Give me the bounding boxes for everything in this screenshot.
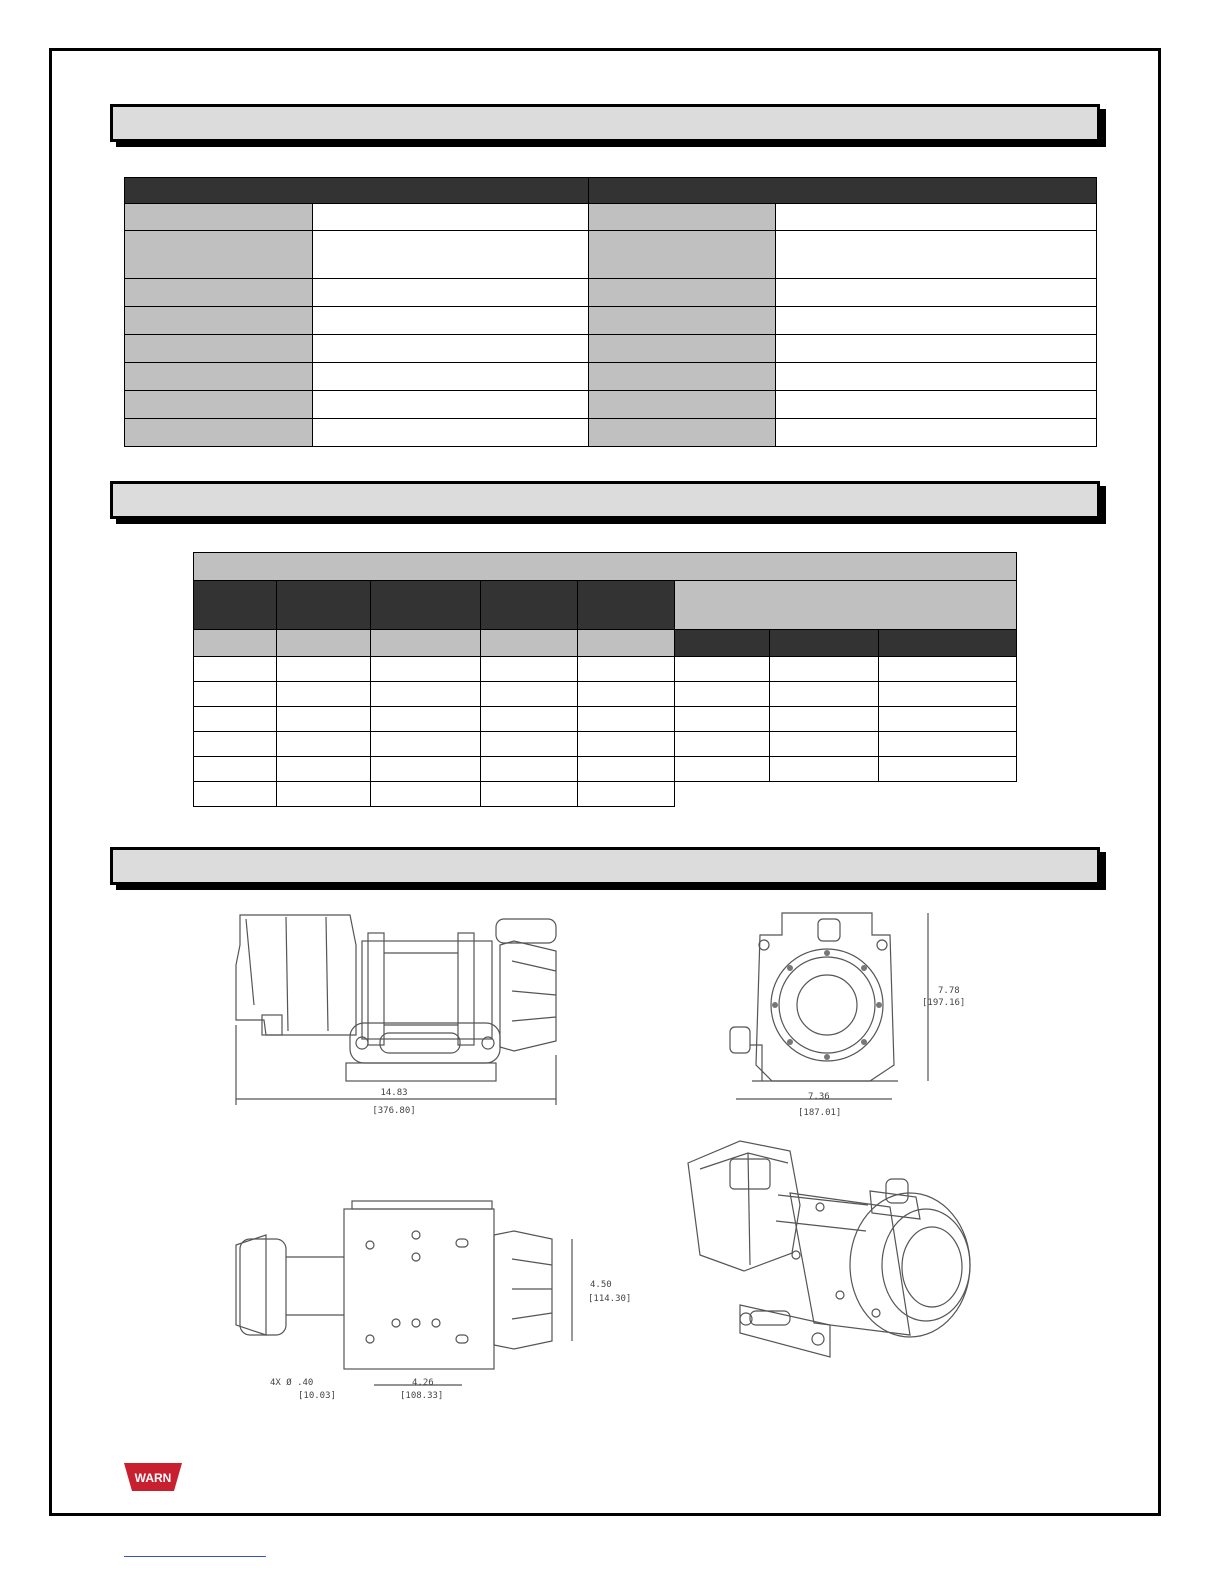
spec-value xyxy=(776,419,1097,447)
performance-table-title xyxy=(194,553,1017,581)
specifications-section-header xyxy=(110,104,1100,142)
table-row xyxy=(194,682,1017,707)
table-cell xyxy=(578,782,675,807)
unit-cell xyxy=(879,630,1017,657)
spec-value xyxy=(313,204,589,231)
table-cell xyxy=(675,707,770,732)
unit-cell xyxy=(371,630,481,657)
spec-label xyxy=(125,231,313,279)
table-cell xyxy=(879,732,1017,757)
spec-label xyxy=(589,363,776,391)
spec-label xyxy=(589,279,776,307)
table-cell xyxy=(578,757,675,782)
table-cell xyxy=(879,757,1017,782)
spec-value xyxy=(313,231,589,279)
performance-col-header xyxy=(371,581,481,630)
table-cell xyxy=(879,782,1017,807)
table-cell xyxy=(675,782,770,807)
performance-section-header xyxy=(110,481,1100,519)
hole-spacing-mm-label: [108.33] xyxy=(400,1391,444,1401)
performance-group-header xyxy=(675,581,1017,630)
table-cell xyxy=(770,757,879,782)
winch-side-view-drawing xyxy=(226,905,566,1120)
spec-value xyxy=(313,419,589,447)
spec-value xyxy=(776,231,1097,279)
table-cell xyxy=(481,757,578,782)
table-cell xyxy=(194,682,277,707)
spec-value xyxy=(776,204,1097,231)
table-cell xyxy=(481,682,578,707)
performance-col-header xyxy=(578,581,675,630)
spec-value xyxy=(776,363,1097,391)
table-cell xyxy=(481,782,578,807)
end-height-label: 7.78 xyxy=(938,986,960,996)
side-length-label: 14.83 xyxy=(380,1088,408,1098)
winch-end-view-drawing xyxy=(722,905,972,1120)
table-cell xyxy=(194,657,277,682)
performance-col-header xyxy=(277,581,371,630)
table-cell xyxy=(481,707,578,732)
performance-col-header xyxy=(194,581,277,630)
table-cell xyxy=(879,682,1017,707)
spec-row xyxy=(125,204,1097,231)
performance-col-header xyxy=(481,581,578,630)
dimensions-section-header xyxy=(110,847,1100,885)
performance-table xyxy=(193,552,1017,807)
end-width-mm-label: [187.01] xyxy=(798,1108,842,1118)
table-cell xyxy=(194,707,277,732)
table-row xyxy=(194,657,1017,682)
spec-row xyxy=(125,363,1097,391)
spec-label xyxy=(125,419,313,447)
spec-value xyxy=(776,307,1097,335)
table-cell xyxy=(675,732,770,757)
hole-spacing-label: 4.26 xyxy=(412,1378,434,1388)
spec-value xyxy=(776,335,1097,363)
spec-label xyxy=(589,391,776,419)
table-cell xyxy=(194,782,277,807)
spec-label xyxy=(125,279,313,307)
spec-label xyxy=(589,231,776,279)
table-cell xyxy=(277,732,371,757)
table-cell xyxy=(481,732,578,757)
table-cell xyxy=(675,682,770,707)
table-cell xyxy=(578,707,675,732)
table-cell xyxy=(879,707,1017,732)
table-cell xyxy=(194,732,277,757)
table-cell xyxy=(194,757,277,782)
spec-label xyxy=(589,307,776,335)
warn-logo xyxy=(124,1461,182,1495)
end-height-mm-label: [197.16] xyxy=(922,998,966,1008)
spec-value xyxy=(313,279,589,307)
table-cell xyxy=(770,707,879,732)
side-length-mm-label: [376.80] xyxy=(372,1106,416,1116)
table-cell xyxy=(277,707,371,732)
table-cell xyxy=(770,782,879,807)
spec-row xyxy=(125,419,1097,447)
spec-value xyxy=(313,363,589,391)
spec-value xyxy=(313,307,589,335)
bottom-depth-mm-label: [114.30] xyxy=(588,1294,632,1304)
table-cell xyxy=(879,657,1017,682)
spec-row xyxy=(125,231,1097,279)
table-cell xyxy=(277,782,371,807)
table-cell xyxy=(371,782,481,807)
unit-cell xyxy=(770,630,879,657)
table-cell xyxy=(277,682,371,707)
unit-cell xyxy=(481,630,578,657)
winch-isometric-drawing xyxy=(680,1135,980,1380)
spec-label xyxy=(125,335,313,363)
unit-cell xyxy=(277,630,371,657)
spec-label xyxy=(125,391,313,419)
spec-label xyxy=(589,204,776,231)
spec-row xyxy=(125,279,1097,307)
spec-header-left xyxy=(125,178,589,204)
warn-logo-text: WARN xyxy=(134,1471,172,1485)
table-cell xyxy=(371,682,481,707)
spec-value xyxy=(776,279,1097,307)
table-cell xyxy=(277,757,371,782)
spec-value xyxy=(313,391,589,419)
table-cell xyxy=(371,757,481,782)
spec-row xyxy=(125,391,1097,419)
table-cell xyxy=(371,732,481,757)
specifications-table xyxy=(124,177,1097,447)
unit-cell xyxy=(578,630,675,657)
table-cell xyxy=(578,732,675,757)
table-row xyxy=(194,732,1017,757)
winch-bottom-view-drawing xyxy=(226,1195,636,1405)
spec-header-right xyxy=(589,178,1097,204)
table-cell xyxy=(675,757,770,782)
table-cell xyxy=(770,657,879,682)
spec-label xyxy=(125,363,313,391)
spec-row xyxy=(125,335,1097,363)
unit-cell xyxy=(675,630,770,657)
footer-link-underline xyxy=(124,1556,266,1557)
end-width-label: 7.36 xyxy=(808,1092,830,1102)
table-cell xyxy=(371,707,481,732)
table-cell xyxy=(481,657,578,682)
table-cell xyxy=(770,682,879,707)
table-cell xyxy=(578,682,675,707)
hole-callout-label: 4X Ø .40 xyxy=(270,1378,314,1388)
spec-value xyxy=(313,335,589,363)
table-cell xyxy=(578,657,675,682)
spec-label xyxy=(589,419,776,447)
table-cell xyxy=(371,657,481,682)
unit-cell xyxy=(194,630,277,657)
spec-label xyxy=(125,204,313,231)
table-row xyxy=(194,782,1017,807)
table-row xyxy=(194,757,1017,782)
hole-callout-mm-label: [10.03] xyxy=(298,1391,336,1401)
spec-label xyxy=(589,335,776,363)
table-cell xyxy=(770,732,879,757)
table-cell xyxy=(277,657,371,682)
table-row xyxy=(194,707,1017,732)
bottom-depth-label: 4.50 xyxy=(590,1280,612,1290)
spec-row xyxy=(125,307,1097,335)
spec-label xyxy=(125,307,313,335)
table-cell xyxy=(675,657,770,682)
spec-value xyxy=(776,391,1097,419)
